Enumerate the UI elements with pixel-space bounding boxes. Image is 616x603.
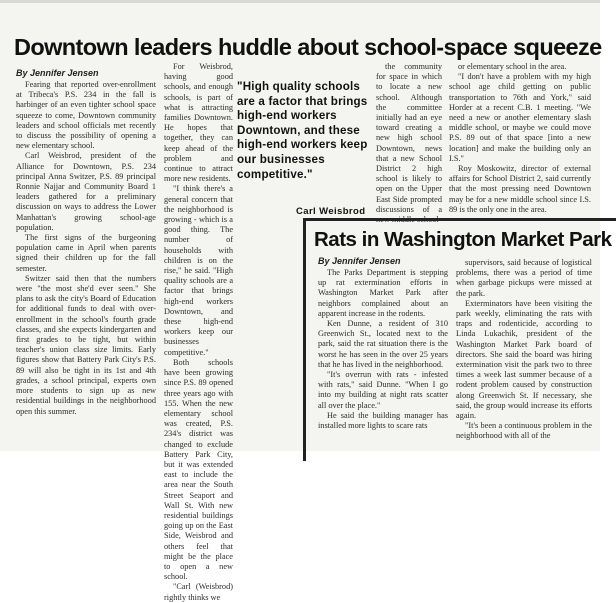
paragraph: supervisors, said because of logistical problems, there was a period of time when garbage pickups were missed at the park. <box>456 258 592 298</box>
paragraph: The first signs of the burgeoning population came in April when parents signed their children up for the fall semester. <box>16 233 156 273</box>
byline-school-space: By Jennifer Jensen <box>16 68 99 78</box>
paragraph: For Weisbrod, having good schools, and enough schools, is part of what is attracting families Downtown. He hopes that together, they can keep ahead of the problem and continue to attract more new residents. <box>164 62 233 184</box>
story1-column-1 <box>16 80 156 451</box>
story2-column-2 <box>456 258 592 451</box>
story2-column-1 <box>318 268 448 451</box>
paragraph: "I don't have a problem with my high school age child getting on public transportation to 76th and York," said Horder at a recent C.B. 1 meeting. "We need a new or another elementary slash middle school, or maybe we could move P.S. 89 out of that space [into a new location] and make the building only an I.S." <box>449 72 591 163</box>
byline-rats: By Jennifer Jensen <box>318 256 401 266</box>
paragraph: Both schools have been growing since P.S. 89 opened three years ago with 155. When the new elementary school was created, P.S. 234's district was changed to exclude Battery Park City, but it was extended east to include the area near the South Street Seaport and Wall St. With new residential buildings going up on the East Side, Weisbrod and others feel that might be the place to open a new school. <box>164 357 233 582</box>
paragraph: Roy Moskowitz, director of external affairs for School District 2, said currently that the most pressing need Downtown may be for a new middle school since I.S. 89 is the only one in the area. <box>449 164 591 214</box>
paragraph: Fearing that reported over-enrollment at Tribeca's P.S. 234 in the fall is harbinger of an even tighter school space squeeze to come, Downtown community leaders and school officials met recently to discuss the possibility of opening a new elementary school. <box>16 80 156 151</box>
paragraph: Carl Weisbrod, president of the Alliance for Downtown, P.S. 234 principal Anna Switzer, P.S. 89 principal Ronnie Najjar and Community Board 1 leaders gathered for a preliminary discussion on ways to address the Lower Manhattan's growing school-age population. <box>16 151 156 232</box>
headline-school-space: Downtown leaders huddle about school-space squeeze <box>14 34 602 60</box>
paragraph: Ken Dunne, a resident of 310 Greenwich St., located next to the park, said the rat situation there is the worst he has seen in the over 25 years that he has lived in the neighborhood. <box>318 319 448 369</box>
paragraph: "It's been a continuous problem in the neighborhood with all of the <box>456 421 592 441</box>
paragraph: The Parks Department is stepping up rat extermination efforts in Washington Market Park after neighbors complained about an apparent increase in the rodents. <box>318 268 448 318</box>
pull-quote-attribution: Carl Weisbrod <box>296 206 366 217</box>
pull-quote: "High quality schools are a factor that brings high-end workers Downtown, and these high-end workers keep our businesses competitive." <box>237 80 368 181</box>
story1-column-4 <box>449 62 591 216</box>
paragraph: the community for space in which to locate a new school. Although the committee initially had an eye toward creating a new high school Downtown, news that a new School District 2 high school is likely to open on the Upper East Side prompted discussions of a new middle school <box>376 62 442 225</box>
top-rule <box>0 0 600 3</box>
paragraph: Exterminators have been visiting the park weekly, eliminating the rats with traps and rodenticide, according to Linda Lukachik, president of the Washington Market Park board of directors. She said the board was hiring extermination visit the park two to three times a week last summer because of a rodent problem caused by construction along Greenwich St. If necessary, she said, the group would increase its efforts again. <box>456 298 592 421</box>
paragraph: "I think there's a general concern that the neighborhood is growing - which is a good thing. The number of households with children is on the rise," he said. "High quality schools are a factor that brings high-end workers Downtown, and these high-end workers keep our businesses competitive." <box>164 184 233 357</box>
paragraph: or elementary school in the area. <box>458 62 567 71</box>
paragraph: "It's overrun with rats - infested with rats," said Dunne. "When I go into my building at night rats scatter all over the place." <box>318 370 448 410</box>
headline-rats: Rats in Washington Market Park <box>314 228 612 251</box>
paragraph: Switzer said then that the numbers were "the most she'd ever seen." She plans to ask the city's Board of Education for additional funds to deal with over-enrollment in the school's fourth grade classes, and she expects kindergarten and first grades to be tight, but within teacher's union class size limits. Early figures show that Battery Park City's P.S. 89 will also be tight in its 1st and 4th grades, a school principal, experts own more students to sign up as new residential buildings in the neighborhood open this summer. <box>16 273 156 416</box>
paragraph: "Carl (Weisbrod) rightly thinks we <box>164 582 233 602</box>
story1-column-3 <box>376 62 442 225</box>
paragraph: He said the building manager has installed more lights to scare rats <box>318 410 448 431</box>
story1-column-2 <box>164 62 233 602</box>
